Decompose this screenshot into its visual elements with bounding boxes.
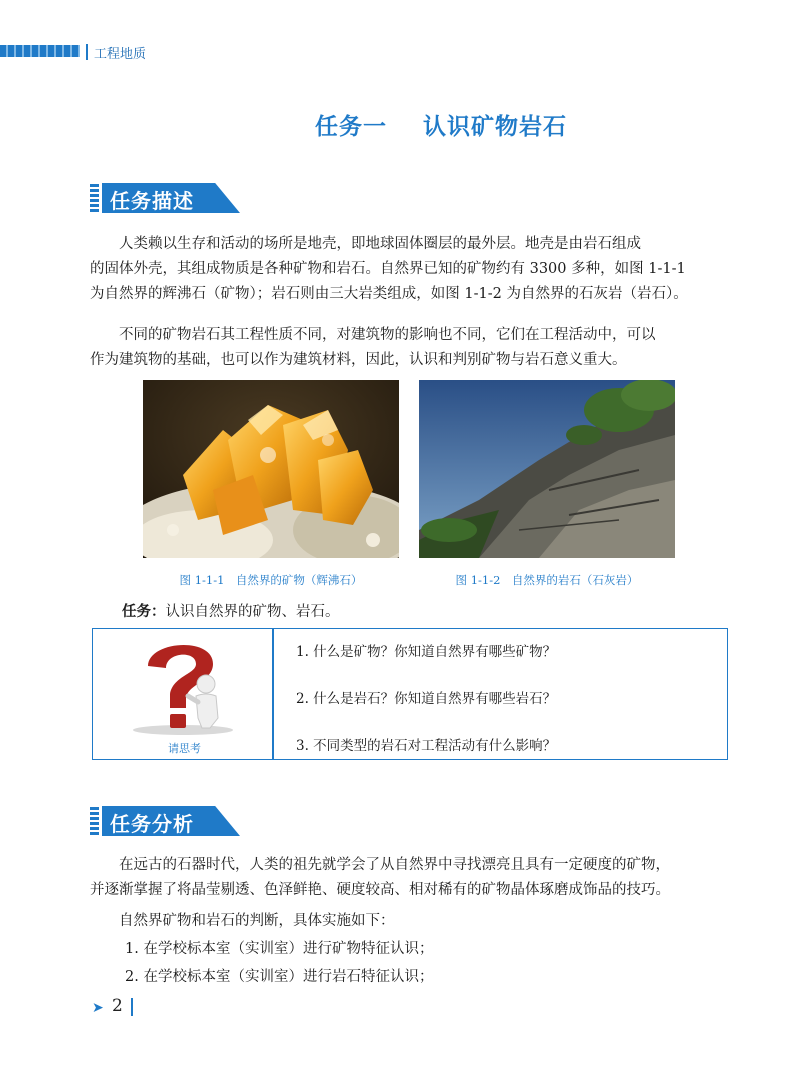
question-2: 2. 什么是岩石？你知道自然界有哪些岩石？ [296,691,557,707]
header-separator [86,44,88,60]
text-line: 人类赖以生存和活动的场所是地壳，即地球固体圈层的最外层。地壳是由岩石组成 [119,236,641,252]
figure-caption-mineral: 图 1-1-1 自然界的矿物（辉沸石） [179,573,363,587]
step-1: 1. 在学校标本室（实训室）进行矿物特征认识； [125,941,434,957]
running-title: 工程地质 [94,47,147,62]
text-line: 的固体外壳，其组成物质是各种矿物和岩石。自然界已知的矿物约有 3300 多种，如图 1-1-1 [90,261,686,277]
task-label: 任务： [122,604,166,620]
step-2: 2. 在学校标本室（实训室）进行岩石特征认识； [125,969,434,985]
task-name: 认识矿物岩石 [423,114,568,140]
section-heading-task-description [90,183,240,213]
think-label: 请思考 [168,742,201,755]
description-paragraph-1 [90,232,728,307]
rock-photo [419,380,675,558]
task-line [122,600,340,621]
header-stripe [0,45,80,57]
text-line: 不同的矿物岩石其工程性质不同，对建筑物的影响也不同，它们在工程活动中，可以 [119,327,656,343]
limestone-image [419,380,675,558]
question-mark-icon [118,636,248,736]
page-title [0,108,790,141]
mineral-photo [143,380,399,558]
text-line: 作为建筑物的基础，也可以作为建筑材料，因此，认识和判别矿物与岩石意义重大。 [90,352,627,368]
section-heading-task-analysis [90,806,240,836]
page-number: 2 [112,996,123,1016]
text-line: 为自然界的辉沸石（矿物）；岩石则由三大岩类组成，如图 1-1-2 为自然界的石灰岩（岩石）。 [90,286,688,302]
analysis-paragraph [90,853,728,903]
section-heading-label: 任务描述 [110,189,194,213]
stilbite-image [143,380,399,558]
text-line: 在远古的石器时代，人类的祖先就学会了从自然界中寻找漂亮且具有一定硬度的矿物， [119,857,670,873]
question-mark-figure [118,636,248,736]
text-line: 自然界矿物和岩石的判断，具体实施如下： [119,913,395,929]
analysis-steps [90,907,728,991]
description-paragraph-2 [90,323,728,373]
text-line: 并逐渐掌握了将晶莹剔透、色泽鲜艳、硬度较高、相对稀有的矿物晶体琢磨成饰品的技巧。 [90,882,670,898]
section-heading-label: 任务分析 [110,812,194,836]
task-number: 任务一 [314,114,387,140]
figure-caption-rock: 图 1-1-2 自然界的岩石（石灰岩） [455,573,639,587]
think-box-divider [272,629,274,759]
heading-stripes [90,184,99,212]
page-number-separator [131,998,133,1016]
question-1: 1. 什么是矿物？你知道自然界有哪些矿物？ [296,644,557,660]
page-arrow-icon: ➤ [92,1000,104,1016]
question-3: 3. 不同类型的岩石对工程活动有什么影响？ [296,738,557,754]
task-text: 认识自然界的矿物、岩石。 [165,604,340,620]
heading-stripes [90,807,99,835]
